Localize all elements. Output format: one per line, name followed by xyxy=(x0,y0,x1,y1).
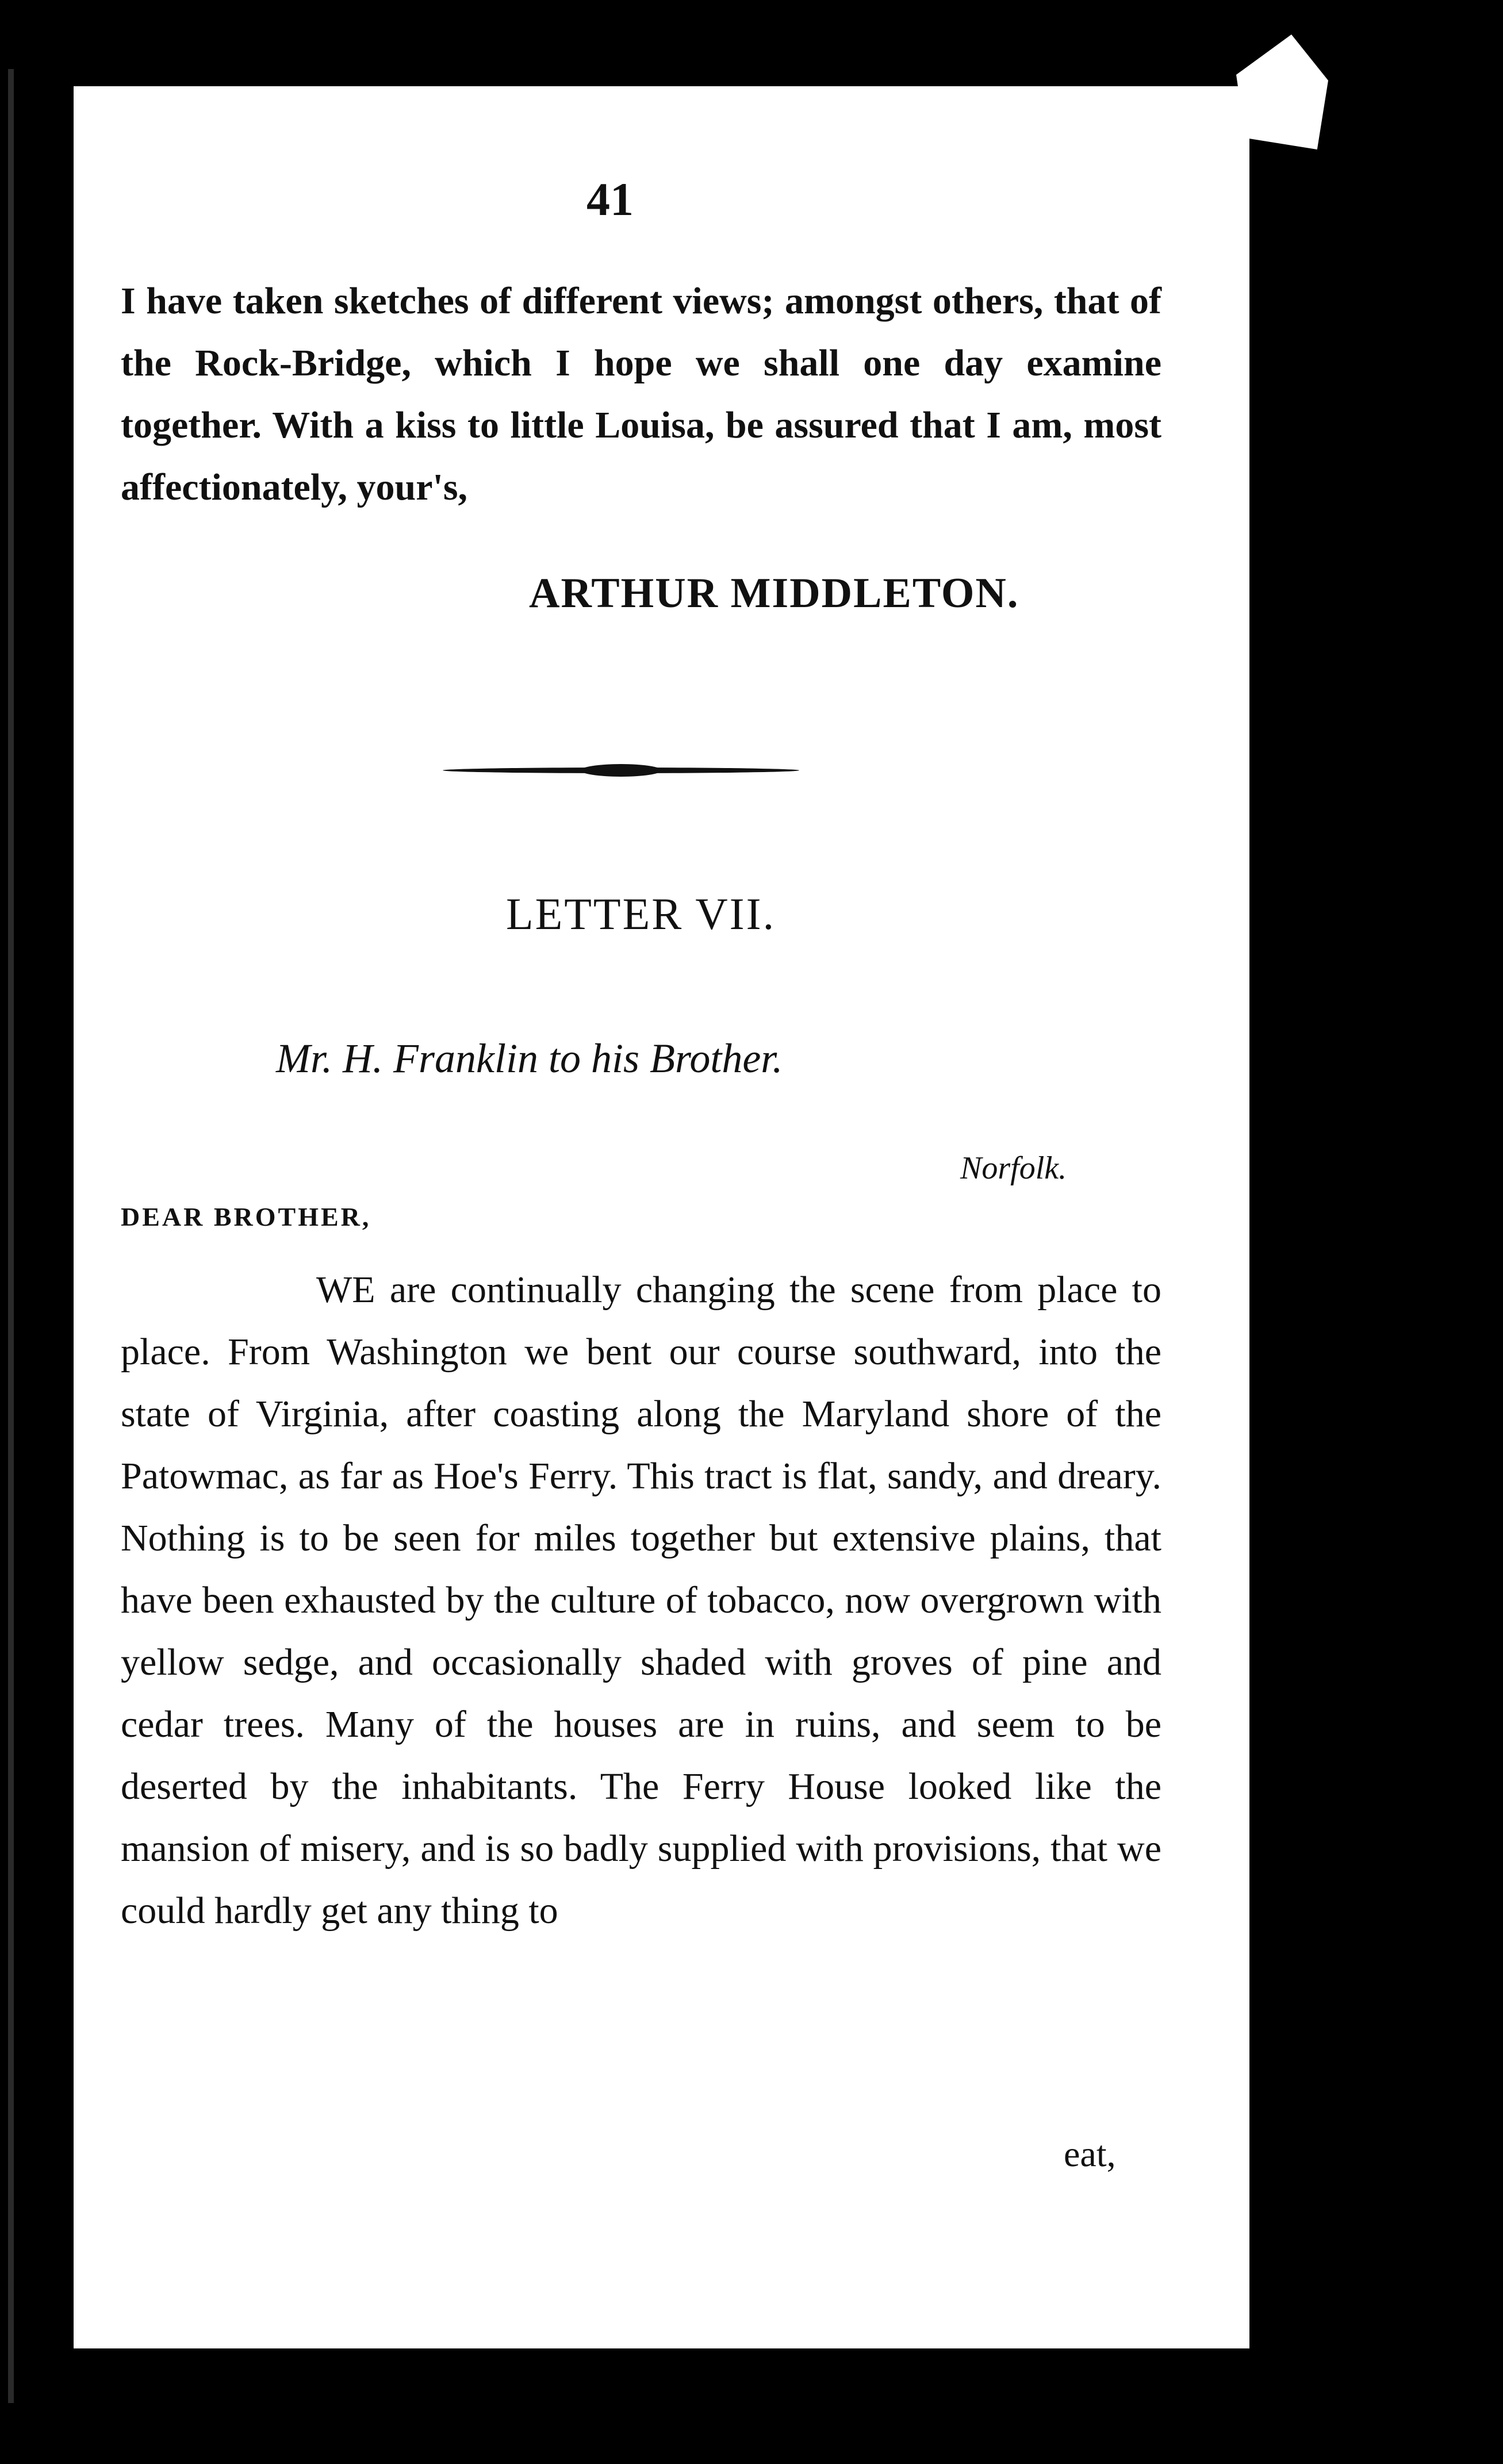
letter-place: Norfolk. xyxy=(960,1150,1067,1186)
body-paragraph: WE are continually changing the scene from place to place. From Washington we bent our course southward, into the state of Virginia, after coasting along the Maryland shore of the Patowmac, as far as Hoe's Ferry. This tract is flat, sandy, and dreary. Nothing is to be seen for miles together but extensive plains, that have been exhausted by the culture of tobacco, now overgrown with yellow sedge, and occasionally shaded with groves of pine and cedar trees. Many of the houses are in ruins, and seem to be deserted by the inhabitants. The Ferry House looked like the mansion of misery, and is so badly supplied with provisions, that we could hardly get any thing to xyxy=(121,1269,1161,1932)
signature: ARTHUR MIDDLETON. xyxy=(529,570,1019,617)
page-number: 41 xyxy=(586,173,634,225)
opening-paragraph-block xyxy=(121,270,1161,519)
opening-paragraph: I have taken sketches of different views; amongst others, that of the Rock-Bridge, which I hope we shall one day examine together. With a kiss to little Louisa, be assured that I am, most affectionately, your's, xyxy=(121,280,1161,508)
catchword: eat, xyxy=(1064,2133,1116,2174)
salutation: DEAR BROTHER, xyxy=(121,1202,371,1231)
body-paragraph-block xyxy=(121,1259,1161,1942)
letter-subtitle: Mr. H. Franklin to his Brother. xyxy=(276,1035,783,1081)
section-divider xyxy=(443,767,799,773)
letter-heading: LETTER VII. xyxy=(506,889,776,939)
scan-edge-line xyxy=(8,69,14,2403)
